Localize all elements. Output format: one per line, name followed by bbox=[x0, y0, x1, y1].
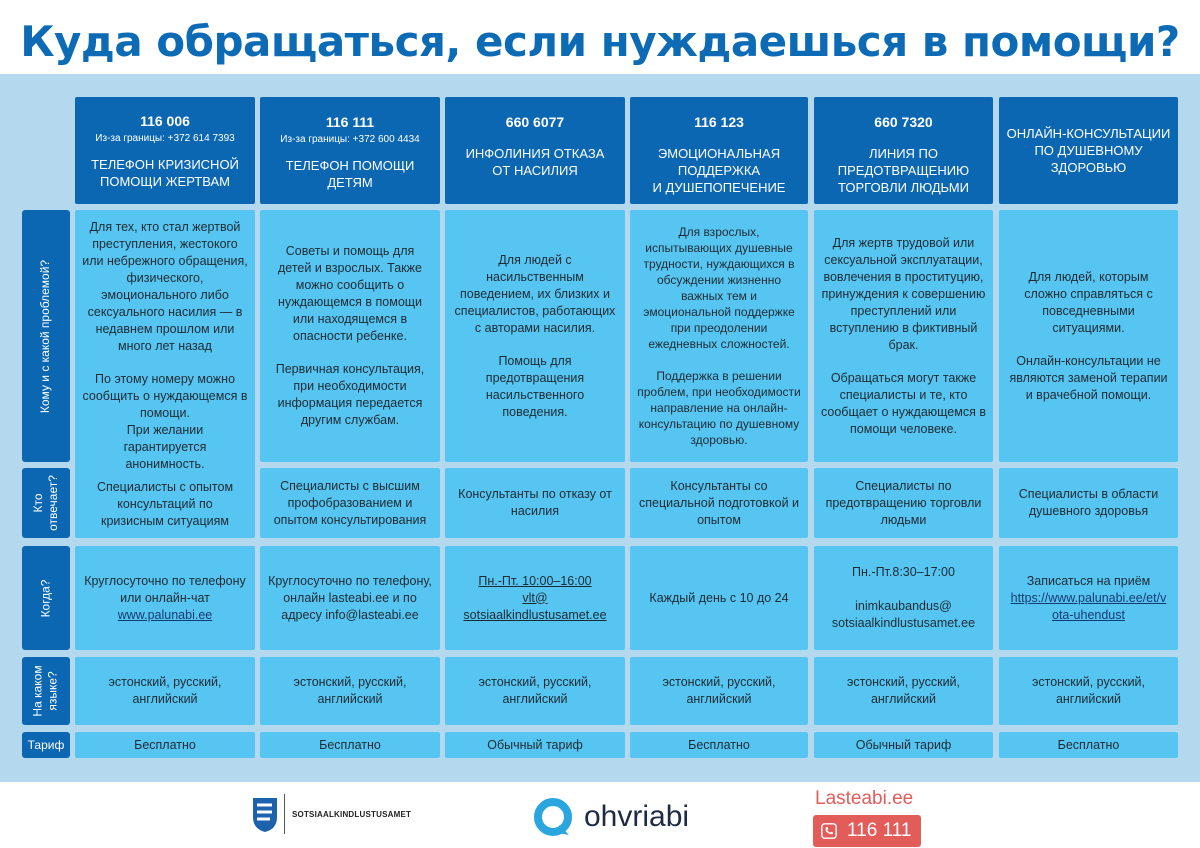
service-name: ЛИНИЯ ПО ПРЕДОТВРАЩЕНИЮ ТОРГОВЛИ ЛЮДЬМИ bbox=[837, 146, 970, 195]
tariff-cell-trafficking bbox=[814, 732, 993, 758]
ohvriabi-logo-text: ohvriabi bbox=[584, 800, 690, 833]
who-text-a: Для взрослых, испытывающих душевные трудности, нуждающихся в обсуждении жизненно важных тем и эмоциональной поддержке при преодолении ежедневных сложностей. bbox=[643, 225, 795, 351]
lang-cell-online bbox=[999, 657, 1178, 725]
service-name: ИНФОЛИНИЯ ОТКАЗА ОТ НАСИЛИЯ bbox=[465, 146, 605, 178]
lang-text: эстонский, русский, английский bbox=[846, 675, 961, 706]
answers-cell-children bbox=[260, 468, 440, 538]
when-cell-trafficking bbox=[814, 546, 993, 650]
tariff-text: Бесплатно bbox=[688, 737, 750, 752]
tariff-cell-violence bbox=[445, 732, 625, 758]
when-cell-online bbox=[999, 546, 1178, 650]
lasteabi-email-link[interactable]: info@lasteabi.ee bbox=[325, 607, 419, 622]
column-header-emotional bbox=[630, 97, 808, 204]
lang-cell-emotional bbox=[630, 657, 808, 725]
lang-text: эстонский, русский, английский bbox=[478, 675, 592, 706]
tariff-cell-crisis bbox=[75, 732, 255, 758]
when-text bbox=[463, 573, 606, 624]
who-text-a: Для людей с насильственным поведением, их близких и специалистов, работающих с авторами насилия. bbox=[454, 252, 616, 335]
tariff-cell-children bbox=[260, 732, 440, 758]
palunabi-link[interactable]: www.palunabi.ee bbox=[117, 607, 213, 622]
tariff-cell-online bbox=[999, 732, 1178, 758]
who-cell-children bbox=[260, 210, 440, 462]
when-hours: Пн.-Пт.8:30–17:00 bbox=[852, 565, 955, 579]
tariff-text: Обычный тариф bbox=[855, 737, 952, 752]
abroad-number: Из-за границы: +372 600 4434 bbox=[280, 134, 420, 145]
who-text-b: Поддержка в решении проблем, при необходимости направление на онлайн- консультацию по душевному здоровью. bbox=[637, 369, 801, 447]
lang-cell-children bbox=[260, 657, 440, 725]
who-text-b: Первичная консультация, при необходимости информация передается другим службам. bbox=[275, 362, 425, 427]
logo-divider bbox=[284, 794, 285, 834]
when-text: Каждый день с 10 до 24 bbox=[649, 590, 789, 605]
when-cell-crisis bbox=[75, 546, 255, 650]
service-name: ОНЛАЙН-КОНСУЛЬТАЦИИ ПО ДУШЕВНОМУ ЗДОРОВЬЮ bbox=[1006, 126, 1171, 175]
answers-cell-trafficking bbox=[814, 468, 993, 538]
tariff-cell-emotional bbox=[630, 732, 808, 758]
lasteabi-link[interactable]: lasteabi.ee bbox=[328, 590, 390, 605]
estonian-coat-of-arms-icon bbox=[252, 797, 278, 833]
tariff-text: Обычный тариф bbox=[487, 737, 583, 752]
lang-text: эстонский, русский, английский bbox=[662, 675, 776, 706]
abroad-number: Из-за границы: +372 614 7393 bbox=[95, 132, 235, 144]
hours-link[interactable]: Пн.-Пт. 10:00–16:00 bbox=[478, 573, 592, 588]
row-label-when-text: Когда? bbox=[38, 579, 53, 617]
answers-text: Специалисты в области душевного здоровья bbox=[1018, 487, 1159, 518]
ohvriabi-logo-icon bbox=[533, 797, 573, 837]
service-name: ТЕЛЕФОН КРИЗИСНОЙ ПОМОЩИ ЖЕРТВАМ bbox=[91, 156, 239, 189]
answers-text: Специалисты с высшим профобразованием и опытом консультирования bbox=[273, 478, 427, 527]
phone-number[interactable]: 660 6077 bbox=[505, 114, 565, 130]
service-name: ТЕЛЕФОН ПОМОЩИ ДЕТЯМ bbox=[285, 158, 415, 190]
answers-text: Консультанты по отказу от насилия bbox=[458, 487, 612, 518]
who-cell-crisis bbox=[75, 210, 255, 538]
row-label-who bbox=[22, 210, 70, 462]
lasteabi-phone-number: 116 111 bbox=[847, 820, 912, 841]
who-text-a: Советы и помощь для детей и взрослых. Также можно сообщить о нуждающемся в помощи или находящемся в опасности ребенке. bbox=[277, 244, 423, 343]
palunabi-contact-link[interactable]: https://www.palunabi.ee/et/v ota-uhendust bbox=[1010, 590, 1167, 622]
who-text-a: Для жертв трудовой или сексуальной эксплуатации, вовлечения в проституцию, принуждения к совершению преступлений или вступлению в фиктивный брак. bbox=[821, 235, 986, 352]
lang-cell-trafficking bbox=[814, 657, 993, 725]
when-cell-children bbox=[260, 546, 440, 650]
who-cell-emotional bbox=[630, 210, 808, 462]
tariff-text: Бесплатно bbox=[134, 737, 196, 752]
phone-icon bbox=[821, 823, 837, 839]
when-text: Записаться на приём bbox=[1026, 573, 1151, 588]
lasteabi-phone-badge bbox=[813, 815, 921, 847]
lang-text: эстонский, русский, английский bbox=[293, 675, 407, 706]
phone-number[interactable]: 116 006 bbox=[140, 112, 190, 129]
answers-cell-emotional bbox=[630, 468, 808, 538]
answers-cell-online bbox=[999, 468, 1178, 538]
answers-text: Специалисты с опытом консультаций по кризисным ситуациям bbox=[96, 479, 234, 528]
row-label-when bbox=[22, 546, 70, 650]
vlt-email-link[interactable]: vlt@ bbox=[522, 590, 548, 605]
lang-text: эстонский, русский, английский bbox=[108, 675, 222, 706]
when-text: Круглосуточно по телефону, онлайн lasteabi.ee и по адресу info@lasteabi.ee bbox=[268, 573, 432, 622]
phone-number[interactable]: 116 123 bbox=[694, 114, 744, 130]
column-header-crisis bbox=[75, 97, 255, 204]
who-text-b: Обращаться могут также специалисты и те, кто сообщает о нуждающемся в помощи человеке. bbox=[821, 370, 986, 436]
phone-number[interactable]: 660 7320 bbox=[874, 114, 933, 130]
answers-cell-violence bbox=[445, 468, 625, 538]
sotsiaalkindlustusamet-logo: SOTSIAALKINDLUSTUSAMET bbox=[292, 810, 412, 819]
lang-cell-violence bbox=[445, 657, 625, 725]
service-name: ЭМОЦИОНАЛЬНАЯ ПОДДЕРЖКА И ДУШЕПОПЕЧЕНИЕ bbox=[652, 146, 786, 195]
who-text-a: Для тех, кто стал жертвой преступления, жестокого или небрежного обращения, физического, эмоционального либо сексуального насилия — в недавнем прошлом или много лет назад bbox=[82, 219, 248, 353]
lang-cell-crisis bbox=[75, 657, 255, 725]
when-email[interactable]: inimkaubandus@ sotsiaalkindlustusamet.ee bbox=[831, 599, 976, 630]
when-cell-violence bbox=[445, 546, 625, 650]
column-header-online bbox=[999, 97, 1178, 204]
page-title: Куда обращаться, если нуждаешься в помощи? bbox=[20, 17, 1180, 66]
tariff-text: Бесплатно bbox=[319, 737, 381, 752]
answers-text: Консультанты со специальной подготовкой и опытом bbox=[638, 478, 800, 527]
who-cell-online bbox=[999, 210, 1178, 462]
column-header-trafficking bbox=[814, 97, 993, 204]
phone-number[interactable]: 116 111 bbox=[325, 114, 375, 130]
lang-text: эстонский, русский, английский bbox=[1031, 675, 1146, 706]
row-label-who-text: Кому и с какой проблемой? bbox=[38, 259, 53, 413]
row-label-language bbox=[22, 657, 70, 725]
who-cell-trafficking bbox=[814, 210, 993, 462]
row-label-tariff bbox=[22, 732, 70, 758]
who-cell-violence bbox=[445, 210, 625, 462]
when-cell-emotional bbox=[630, 546, 808, 650]
lasteabi-logo-text: Lasteabi.ee bbox=[815, 788, 914, 809]
row-label-answers-text: Кто отвечает? bbox=[31, 475, 61, 531]
row-label-language-text: На каком языке? bbox=[31, 665, 61, 717]
who-text-b: Онлайн-консультации не являются заменой терапии и врачебной помощи. bbox=[1009, 353, 1168, 402]
who-text-b: Помощь для предотвращения насильственного поведения. bbox=[485, 353, 585, 419]
who-text-b: По этому номеру можно сообщить о нуждающемся в помощи. При желании гарантируется анонимность. bbox=[82, 371, 248, 471]
who-text-a: Для людей, которым сложно справляться с повседневными ситуациями. bbox=[1024, 269, 1153, 335]
when-text: Круглосуточно по телефону или онлайн-чат www.palunabi.ee bbox=[84, 573, 246, 622]
vlt-email-domain-link[interactable]: sotsiaalkindlustusamet.ee bbox=[463, 607, 607, 622]
column-header-children bbox=[260, 97, 440, 204]
row-label-tariff-text: Тариф bbox=[27, 738, 65, 752]
row-label-answers bbox=[22, 468, 70, 538]
answers-text: Специалисты по предотвращению торговли людьми bbox=[825, 478, 982, 527]
tariff-text: Бесплатно bbox=[1057, 737, 1120, 752]
column-header-violence bbox=[445, 97, 625, 204]
